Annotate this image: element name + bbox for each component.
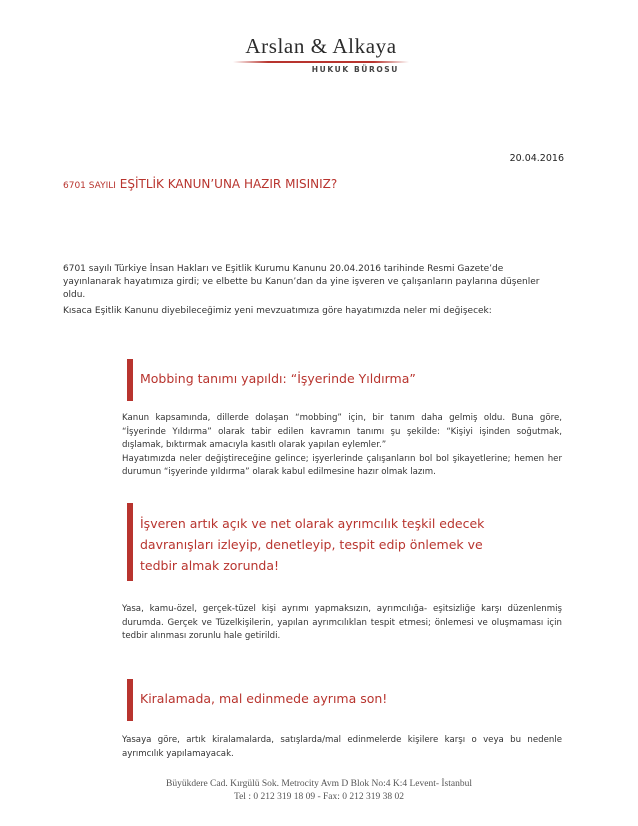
section-paragraph: Yasaya göre, artık kiralamalarda, satışlarda/mal edinmelerde kişilere karşı o veya bu nedenle ayrımcılık yapılamayacak. [122,735,562,759]
section-heading-text [140,513,484,576]
page-title [63,177,337,191]
section-body-rental [122,734,562,761]
section-body-mobbing [122,412,562,480]
logo-divider [233,61,409,63]
logo-subtitle: HUKUK BÜROSU [311,65,399,74]
heading-accent-bar [127,679,133,721]
section-body-employer-duty [122,603,562,644]
logo-firm-name: Arslan & Alkaya [245,34,397,58]
heading-line: davranışları izleyip, denetleyip, tespit edip önlemek ve [140,537,483,552]
heading-accent-bar [127,503,133,581]
page-footer [0,778,638,804]
section-paragraph: Hayatımızda neler değiştireceğine gelince; işyerlerinde çalışanların bol bol şikayetlerine; hemen her durumun “işyerinde yıldırma” olarak kabul edilmesine hazır olmak lazım. [122,453,562,477]
firm-logo [233,34,409,75]
intro-lead-paragraph: Kısaca Eşitlik Kanunu diyebileceğimiz yeni mevzuatımıza göre hayatımızda neler mi değişecek: [63,306,492,316]
section-paragraph: Yasa, kamu-özel, gerçek-tüzel kişi ayrımı yapmaksızın, ayrımcılığa- eşitsizliğe karşı düzenlenmiş durumda. Gerçek ve Tüzelkişilerin, yapılan ayrımcılıklan tespit etmesi; önlemesi ve oluşmaması için tedbir alınması zorunlu hale getirildi. [122,604,562,641]
intro-paragraph: 6701 sayılı Türkiye İnsan Hakları ve Eşitlik Kurumu Kanunu 20.04.2016 tarihinde Resmi Gazete’de yayınlanarak hayatımıza girdi; ve elbette bu Kanun’dan da yine işveren ve çalışanların paylarına düşenler oldu. [63,264,540,300]
document-date: 20.04.2016 [509,153,564,164]
section-heading-text: Kiralamada, mal edinmede ayrıma son! [140,691,388,706]
title-main: EŞİTLİK KANUN’UNA HAZIR MISINIZ? [119,177,338,191]
heading-line: İşveren artık açık ve net olarak ayrımcılık teşkil edecek [140,516,485,531]
footer-contact: Tel : 0 212 319 18 09 - Fax: 0 212 319 38 02 [233,792,405,802]
section-paragraph: Kanun kapsamında, dillerde dolaşan “mobbing” için, bir tanım daha gelmiş oldu. Buna göre, “İşyerinde Yıldırma” olarak tabir edilen kavramın tanımı şu şekilde: “Kişiyi işinden soğutmak, dışlamak, bıktırmak amacıyla kasıtlı olarak yapılan eylemler.” [122,413,562,450]
section-heading-text: Mobbing tanımı yapıldı: “İşyerinde Yıldırma” [140,371,416,386]
heading-line: tedbir almak zorunda! [140,558,280,573]
title-prefix: 6701 SAYILI [63,181,116,191]
footer-address: Büyükdere Cad. Kırgülü Sok. Metrocity Avm D Blok No:4 K:4 Levent- İstanbul [166,779,472,789]
heading-accent-bar [127,359,133,401]
